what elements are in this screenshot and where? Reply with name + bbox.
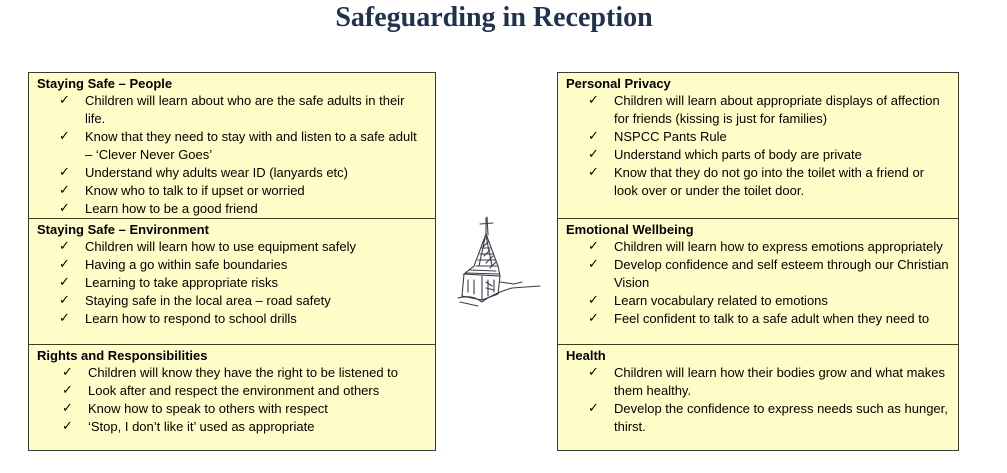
item-list [37,364,427,436]
check-icon: ✓ [588,239,599,254]
list-item: ✓ Develop the confidence to express needs such as hunger, thirst. [588,401,948,434]
check-icon: ✓ [59,275,70,290]
list-item: ✓ Know that they need to stay with and listen to a safe adult – ‘Clever Never Goes’ [59,129,417,162]
list-item: ✓ Look after and respect the environment and others [62,383,380,398]
check-icon: ✓ [59,257,70,272]
check-icon: ✓ [588,401,599,416]
section-emotional-wellbeing [558,218,958,344]
list-item: ✓ Know that they do not go into the toilet with a friend or look over or under the toilet door. [588,165,925,198]
list-item: ✓ Know who to talk to if upset or worried [59,183,305,198]
list-item: ✓ Understand why adults wear ID (lanyards etc) [59,165,349,180]
list-item: ✓ Children will know they have the right to be listened to [62,365,399,380]
list-item: ✓ Staying safe in the local area – road safety [59,293,331,308]
list-item: ✓ Learn how to respond to school drills [59,311,297,326]
list-item: ✓ Feel confident to talk to a safe adult when they need to [588,311,930,326]
check-icon: ✓ [59,201,70,216]
check-icon: ✓ [588,147,599,162]
section-heading: Rights and Responsibilities [37,348,208,363]
item-list [37,238,427,328]
check-icon: ✓ [588,365,599,380]
check-icon: ✓ [62,365,73,380]
left-panel [28,72,436,451]
check-icon: ✓ [59,239,70,254]
check-icon: ✓ [59,93,70,108]
list-item: ✓ Children will learn how to express emotions appropriately [588,239,943,254]
page-title: Safeguarding in Reception [335,2,653,33]
check-icon: ✓ [59,129,70,144]
item-list [566,364,950,436]
section-staying-safe-people [29,73,435,218]
check-icon: ✓ [588,93,599,108]
list-item: ✓ Develop confidence and self esteem through our Christian Vision [588,257,949,290]
list-item: ✓ Having a go within safe boundaries [59,257,288,272]
check-icon: ✓ [588,129,599,144]
check-icon: ✓ [59,165,70,180]
list-item: ✓ Children will learn about who are the safe adults in their life. [59,93,405,126]
right-panel [557,72,959,451]
section-heading: Emotional Wellbeing [566,222,694,237]
section-heading: Staying Safe – People [37,76,173,91]
check-icon: ✓ [588,311,599,326]
check-icon: ✓ [59,311,70,326]
list-item: ✓ Learning to take appropriate risks [59,275,278,290]
item-list [566,238,950,328]
list-item: ✓ Learn how to be a good friend [59,201,258,216]
check-icon: ✓ [59,293,70,308]
list-item: ✓ Children will learn how their bodies grow and what makes them healthy. [588,365,945,398]
list-item: ✓ Learn vocabulary related to emotions [588,293,828,308]
section-health [558,344,958,450]
list-item: ✓ ‘Stop, I don’t like it’ used as appropriate [62,419,315,434]
section-personal-privacy [558,73,958,218]
list-item: ✓ Understand which parts of body are private [588,147,862,162]
check-icon: ✓ [62,383,73,398]
item-list [566,92,950,200]
check-icon: ✓ [62,401,73,416]
check-icon: ✓ [588,257,599,272]
check-icon: ✓ [62,419,73,434]
list-item: ✓ NSPCC Pants Rule [588,129,727,144]
check-icon: ✓ [59,183,70,198]
list-item: ✓ Children will learn about appropriate displays of affection for friends (kissing is just for families) [588,93,940,126]
church-sketch-icon [452,214,544,310]
list-item: ✓ Children will learn how to use equipment safely [59,239,356,254]
item-list [37,92,427,218]
section-heading: Personal Privacy [566,76,671,91]
section-rights-and-responsibilities [29,344,435,450]
section-heading: Health [566,348,606,363]
section-staying-safe-environment [29,218,435,344]
check-icon: ✓ [588,165,599,180]
section-heading: Staying Safe – Environment [37,222,209,237]
list-item: ✓ Know how to speak to others with respect [62,401,328,416]
check-icon: ✓ [588,293,599,308]
